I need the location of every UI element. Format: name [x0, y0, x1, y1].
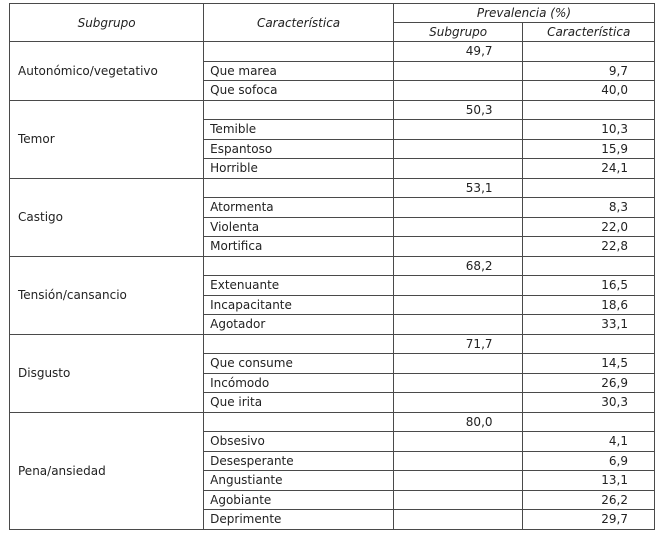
characteristic-value: 15,9: [523, 139, 655, 159]
empty-cell: [523, 334, 655, 354]
characteristic-value: 13,1: [523, 471, 655, 491]
empty-cell: [393, 451, 522, 471]
header-subgroup: Subgrupo: [10, 4, 204, 42]
empty-cell: [393, 276, 522, 296]
characteristic-value: 22,0: [523, 217, 655, 237]
empty-cell: [393, 393, 522, 413]
subgroup-name: Temor: [10, 100, 204, 178]
empty-cell: [204, 334, 394, 354]
table-row: [10, 178, 655, 198]
header-characteristic: Característica: [204, 4, 394, 42]
empty-cell: [393, 432, 522, 452]
empty-cell: [204, 256, 394, 276]
table-row: [10, 412, 655, 432]
empty-cell: [393, 315, 522, 335]
subgroup-name: Pena/ansiedad: [10, 412, 204, 529]
characteristic-label: Deprimente: [204, 510, 394, 530]
subgroup-name: Autonómico/vegetativo: [10, 42, 204, 101]
subgroup-value: 68,2: [393, 256, 522, 276]
characteristic-label: Que sofoca: [204, 81, 394, 101]
table-body: [10, 42, 655, 530]
characteristic-label: Angustiante: [204, 471, 394, 491]
prevalence-table: [9, 3, 655, 530]
characteristic-value: 14,5: [523, 354, 655, 374]
header-prevalence: Prevalencia (%): [393, 4, 654, 23]
characteristic-label: Obsesivo: [204, 432, 394, 452]
empty-cell: [523, 42, 655, 62]
empty-cell: [393, 120, 522, 140]
subgroup-value: 80,0: [393, 412, 522, 432]
empty-cell: [393, 198, 522, 218]
table-row: [10, 256, 655, 276]
characteristic-value: 22,8: [523, 237, 655, 257]
characteristic-label: Atormenta: [204, 198, 394, 218]
characteristic-value: 8,3: [523, 198, 655, 218]
characteristic-value: 24,1: [523, 159, 655, 179]
characteristic-label: Incapacitante: [204, 295, 394, 315]
header-prev-characteristic: Característica: [523, 23, 655, 42]
characteristic-value: 33,1: [523, 315, 655, 335]
subgroup-name: Disgusto: [10, 334, 204, 412]
subgroup-name: Castigo: [10, 178, 204, 256]
subgroup-value: 50,3: [393, 100, 522, 120]
empty-cell: [523, 412, 655, 432]
characteristic-label: Incómodo: [204, 373, 394, 393]
empty-cell: [204, 412, 394, 432]
empty-cell: [204, 100, 394, 120]
characteristic-label: Violenta: [204, 217, 394, 237]
empty-cell: [393, 61, 522, 81]
characteristic-value: 10,3: [523, 120, 655, 140]
characteristic-value: 30,3: [523, 393, 655, 413]
characteristic-label: Mortifica: [204, 237, 394, 257]
characteristic-label: Temible: [204, 120, 394, 140]
subgroup-value: 49,7: [393, 42, 522, 62]
empty-cell: [393, 237, 522, 257]
characteristic-value: 29,7: [523, 510, 655, 530]
empty-cell: [393, 490, 522, 510]
characteristic-value: 26,2: [523, 490, 655, 510]
characteristic-label: Extenuante: [204, 276, 394, 296]
characteristic-value: 9,7: [523, 61, 655, 81]
empty-cell: [393, 471, 522, 491]
empty-cell: [523, 178, 655, 198]
empty-cell: [393, 510, 522, 530]
empty-cell: [393, 295, 522, 315]
characteristic-label: Que irita: [204, 393, 394, 413]
characteristic-value: 6,9: [523, 451, 655, 471]
empty-cell: [393, 81, 522, 101]
empty-cell: [393, 159, 522, 179]
characteristic-label: Que marea: [204, 61, 394, 81]
characteristic-value: 40,0: [523, 81, 655, 101]
table-row: [10, 334, 655, 354]
subgroup-name: Tensión/cansancio: [10, 256, 204, 334]
header-prev-subgroup: Subgrupo: [393, 23, 522, 42]
table-row: [10, 100, 655, 120]
empty-cell: [523, 256, 655, 276]
empty-cell: [393, 373, 522, 393]
subgroup-value: 53,1: [393, 178, 522, 198]
empty-cell: [523, 100, 655, 120]
subgroup-value: 71,7: [393, 334, 522, 354]
characteristic-label: Horrible: [204, 159, 394, 179]
empty-cell: [204, 178, 394, 198]
characteristic-label: Desesperante: [204, 451, 394, 471]
characteristic-label: Agobiante: [204, 490, 394, 510]
characteristic-value: 26,9: [523, 373, 655, 393]
empty-cell: [393, 217, 522, 237]
characteristic-label: Espantoso: [204, 139, 394, 159]
characteristic-value: 16,5: [523, 276, 655, 296]
table-row: [10, 42, 655, 62]
characteristic-label: Agotador: [204, 315, 394, 335]
empty-cell: [393, 354, 522, 374]
characteristic-value: 18,6: [523, 295, 655, 315]
empty-cell: [204, 42, 394, 62]
empty-cell: [393, 139, 522, 159]
characteristic-value: 4,1: [523, 432, 655, 452]
characteristic-label: Que consume: [204, 354, 394, 374]
